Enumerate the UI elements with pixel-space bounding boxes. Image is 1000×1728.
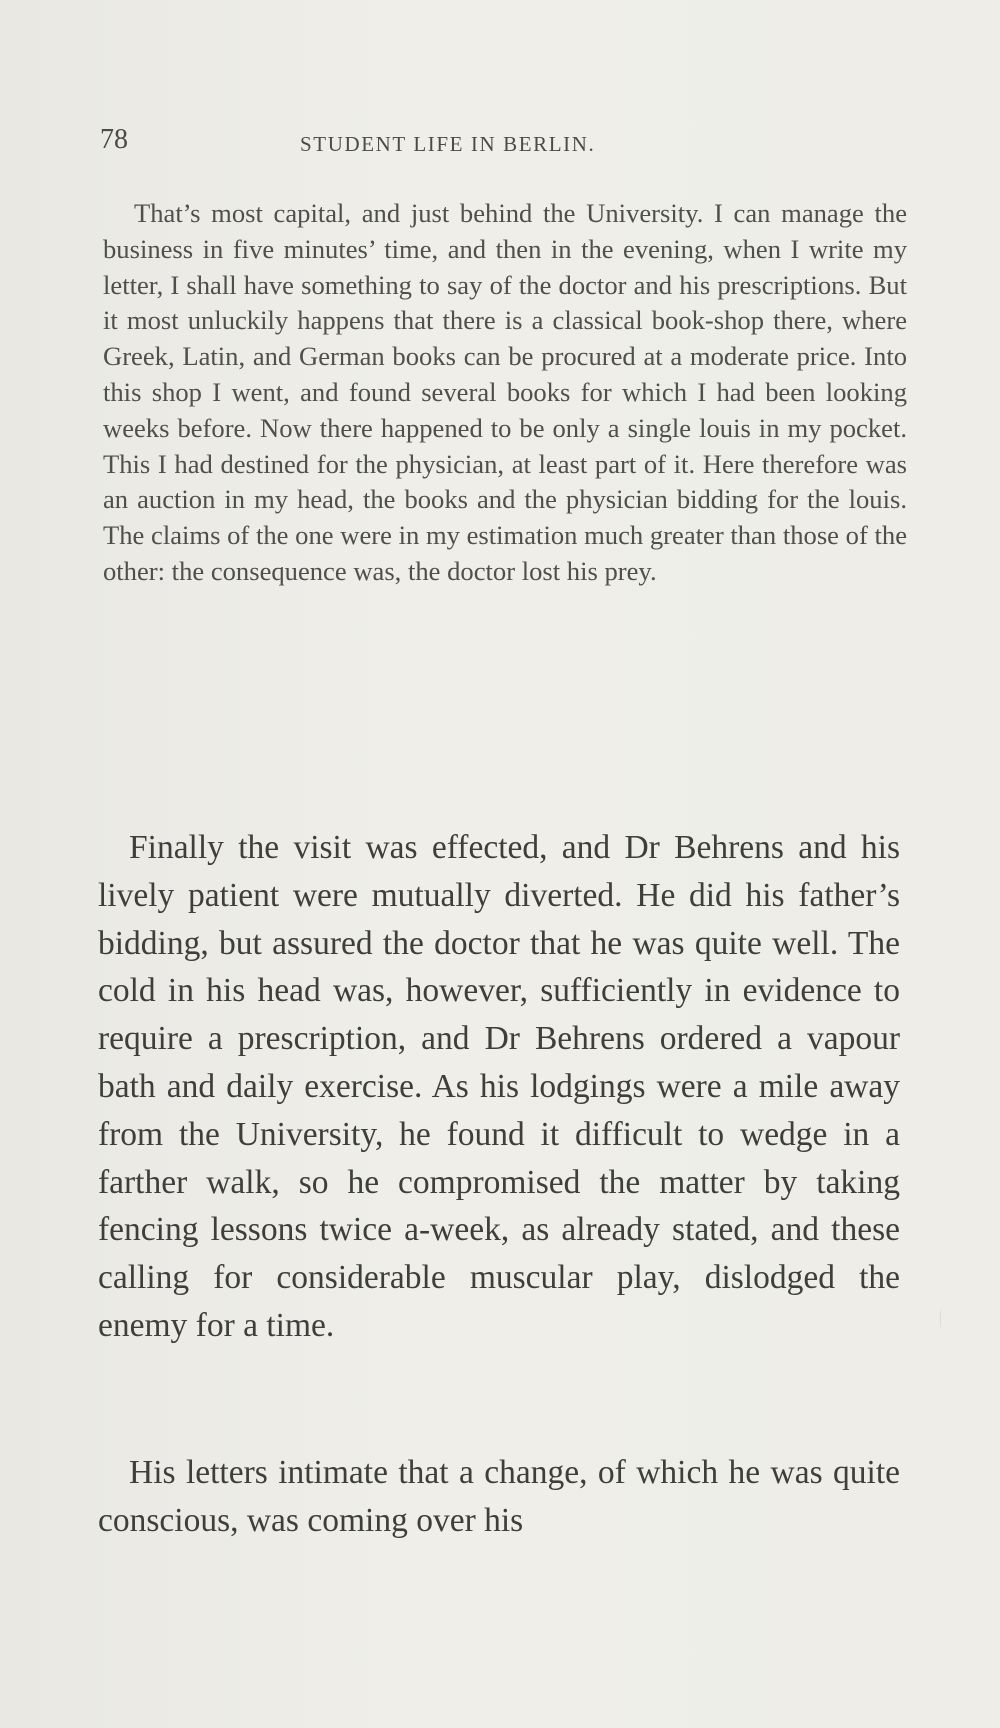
body-paragraph-2: His letters intimate that a change, of which he was quite conscious, was coming over his xyxy=(98,1454,900,1539)
page-number: 78 xyxy=(100,124,128,155)
margin-mark xyxy=(940,1308,943,1330)
running-title: STUDENT LIFE IN BERLIN. xyxy=(300,132,596,156)
body-paragraph-1: Finally the visit was effected, and Dr Behrens and his lively patient were mutually diverted. He did his father’s bidding, but assured the doctor that he was quite well. The cold in his head was, however, sufficiently in evidence to require a prescription, and Dr Behrens ordered a vapour bath and daily exercise. As his lodgings were a mile away from the University, he found it difficult to wedge in a farther walk, so he compromised the matter by taking fencing lessons twice a-week, as already stated, and these calling for considerable muscular play, dislodged the enemy for a time. xyxy=(98,829,900,1344)
quoted-letter-paragraph: That’s most capital, and just behind the University. I can manage the business in five minutes’ time, and then in the evening, when I write my letter, I shall have something to say of the doctor and his prescriptions. But it most unluckily happens that there is a classical book-shop there, where Greek, Latin, and German books can be procured at a moderate price. Into this shop I went, and found several books for which I had been looking weeks before. Now there happened to be only a single louis in my pocket. This I had destined for the physician, at least part of it. Here therefore was an auction in my head, the books and the physician bidding for the louis. The claims of the one were in my estimation much greater than those of the other: the consequence was, the doctor lost his prey. xyxy=(103,198,907,586)
page-header xyxy=(100,124,895,164)
